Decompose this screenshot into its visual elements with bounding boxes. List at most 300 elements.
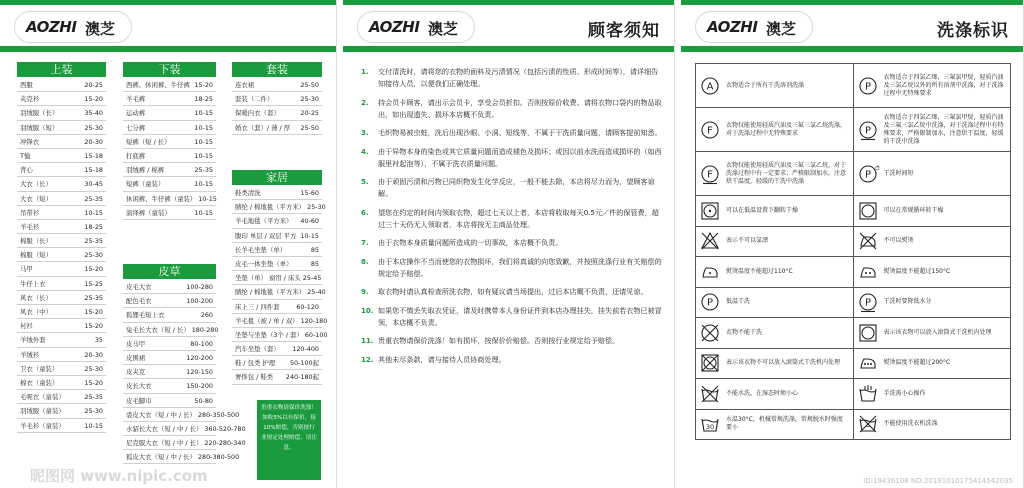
svg-text:P: P: [864, 81, 871, 92]
item-price: 25-35: [84, 293, 103, 302]
item-price: 20-25: [84, 81, 103, 89]
item-name: 腹印 单层 / 双层 平方: [235, 231, 297, 240]
item-name: 卫衣（童装）: [20, 364, 59, 373]
item-price: 120-150: [186, 368, 213, 377]
price-row: [123, 450, 240, 464]
item-price: 10-15: [198, 194, 217, 203]
item-name: 羊绒外套: [20, 336, 46, 345]
symbol-desc: 衣物仅能使用轻质汽油及三氟三氯乙烷，对于洗涤过程中有一定要求；严格限制加水，注意烘干温度，轻缓的干洗中洗涤: [726, 161, 847, 185]
item-name: 尼克服大衣（短 / 中 / 长）: [126, 439, 203, 448]
symbol-row: [696, 64, 1011, 108]
item-name: 坐垫与坐垫（3个 / 套）: [235, 330, 303, 339]
price-row: [232, 106, 322, 120]
item-price: 120-180: [300, 316, 328, 325]
price-row: [232, 271, 322, 285]
symbol-row: [696, 318, 1011, 349]
circle-p-icon: [858, 76, 878, 96]
symbol-cell: [854, 288, 1012, 319]
price-row: [232, 314, 328, 328]
item-price: 60-100: [304, 330, 328, 339]
symbol-cell: [696, 108, 854, 152]
item-name: 皮毛一体坐垫（单）: [235, 259, 293, 268]
item-price: 180-280: [191, 325, 219, 334]
symbol-cell: [854, 318, 1012, 349]
symbol-desc: 衣物适合于四氯乙烯，三氟氯甲烷，轻质汽油及三氯乙烷以外的所有溶剂中洗涤，对于洗涤过程中无特殊要求: [883, 73, 1004, 97]
price-row: [17, 192, 106, 206]
item-price: 85: [310, 259, 319, 268]
logo-zh: 澳芝: [428, 20, 459, 38]
section-title: 皮草: [123, 264, 216, 279]
symbol-desc: 不可以熨烫: [883, 237, 914, 245]
symbol-cell: [854, 379, 1012, 410]
item-name: 水貂长大衣（短 / 中 / 长）: [126, 424, 203, 433]
panel-header: [0, 0, 336, 54]
brand-logo: [357, 11, 475, 43]
price-row: [232, 200, 326, 214]
price-row: [123, 337, 216, 351]
symbol-cell: [696, 379, 854, 410]
price-row: [123, 351, 216, 365]
circle-p-water-icon: [858, 292, 878, 312]
price-row: [17, 220, 106, 234]
item-name: 皮围裙: [126, 353, 146, 362]
item-name: 衬衫: [20, 322, 33, 331]
svg-text:⏱: ⏱: [874, 164, 880, 172]
logo-zh: 澳芝: [85, 20, 116, 38]
symbol-cell: [696, 257, 854, 288]
price-row: [232, 229, 322, 243]
item-name: 腈纶 / 棉地毯（平方米）: [235, 288, 306, 297]
item-price: 18-25: [194, 95, 213, 104]
notice-text: 由于衣物本身质量问题所造成的一切事故，本店概不负责。: [378, 238, 563, 247]
item-price: 30-45: [84, 180, 103, 189]
item-price: 120-200: [186, 353, 213, 362]
price-row: [123, 294, 216, 308]
tumble-ok-icon: [858, 323, 878, 343]
no-bleach-icon: [700, 231, 720, 251]
item-price: 25-35: [194, 166, 213, 175]
item-name: 皮毛脚巾: [126, 396, 152, 405]
symbol-desc: 熨烫温度不能超过200°C: [883, 359, 951, 367]
notice-number: 12.: [361, 354, 374, 364]
item-price: 10-15: [84, 208, 103, 217]
symbol-cell: [854, 196, 1012, 227]
item-name: 夹克衫: [20, 95, 40, 104]
item-name: 套装（二件）: [235, 95, 274, 104]
item-name: 羽绒服（长）: [20, 109, 59, 118]
svg-text:A: A: [706, 81, 714, 92]
symbol-desc: 手洗需小心操作: [883, 389, 926, 397]
circle-a-icon: [700, 76, 720, 96]
price-row: [17, 149, 106, 163]
item-name: 大衣（短）: [20, 194, 52, 203]
item-name: 羊毛衫: [20, 222, 40, 231]
price-row: [232, 328, 328, 342]
item-price: 10-15: [84, 421, 103, 430]
brand-logo: [695, 11, 813, 43]
iron-200-icon: [858, 353, 878, 373]
price-row: [123, 163, 216, 177]
item-price: 15-18: [84, 166, 103, 175]
item-name: 运动裤: [126, 109, 146, 118]
symbol-cell: [854, 227, 1012, 258]
symbol-cell: [696, 196, 854, 227]
price-row: [17, 404, 106, 418]
item-price: 25-50: [300, 123, 319, 132]
item-name: 皮毛大衣: [126, 283, 152, 291]
notice-text: 交付清洗时，请将您的衣物的面料及污渍情况（包括污渍的性质、形成时间等），请详细告知接待人员，以便我们正确处理。: [378, 67, 659, 88]
price-row: [17, 206, 106, 220]
notice-number: 4.: [361, 146, 369, 156]
section-title: 家居: [232, 170, 322, 185]
price-row: [123, 192, 216, 206]
col-fur: [123, 264, 246, 464]
symbol-grid: [695, 63, 1011, 440]
price-row: [232, 370, 322, 384]
item-price: 20-30: [84, 350, 103, 359]
item-name: 床上三 / 四件套: [235, 302, 280, 311]
circle-p-short-icon: [858, 164, 878, 184]
notice-number: 7.: [361, 238, 369, 247]
price-row: [123, 206, 216, 220]
price-row: [123, 379, 216, 393]
logo-zh: 澳芝: [766, 20, 797, 38]
symbol-row: [696, 349, 1011, 380]
price-row: [232, 300, 322, 314]
panel-title: 顾客须知: [588, 21, 660, 41]
svg-text:F: F: [707, 125, 713, 136]
item-price: 18-25: [84, 222, 103, 231]
price-row: [17, 177, 106, 191]
wash-30-icon: [700, 414, 720, 434]
notice-text: 由于本店操作不当而使您的衣物损坏，我们将真诚的向您致歉，并按照洗涤行业有关赔偿的规定给予赔偿。: [378, 256, 662, 278]
notice-number: 2.: [361, 97, 369, 107]
price-row: [232, 92, 322, 106]
price-row: [123, 177, 216, 191]
price-row: [232, 356, 322, 370]
item-name: 大衣（长）: [20, 180, 52, 189]
item-name: 鞋类清洗: [235, 189, 261, 197]
item-name: 棉服（长）: [20, 237, 52, 246]
symbol-row: [696, 196, 1011, 227]
item-name: 汽车坐垫（套）: [235, 345, 280, 354]
item-price: 25-35: [84, 194, 103, 203]
item-price: 50-100起: [289, 359, 319, 368]
symbol-desc: 不能水洗，在湿态时须小心: [726, 389, 799, 397]
symbol-row: [696, 379, 1011, 410]
symbol-desc: 可以在低温设置下翻转干燥: [726, 206, 799, 214]
notice-item: [361, 97, 663, 121]
symbol-cell: [696, 64, 854, 108]
item-name: 婚衣（套）/ 薄 / 厚: [235, 123, 291, 132]
symbol-desc: 衣物不能干洗: [726, 328, 763, 336]
item-price: 150-200: [186, 382, 213, 391]
circle-f-underline-icon: [700, 164, 720, 184]
price-row: [17, 348, 106, 362]
price-row: [17, 390, 106, 404]
symbol-cell: [696, 288, 854, 319]
notice-number: 6.: [361, 207, 369, 217]
price-row: [17, 106, 106, 120]
item-price: 35-40: [84, 109, 103, 118]
symbol-cell: [854, 108, 1012, 152]
notice-text: 由于异物本身的染色或其它质量问题而造成褪色及损坏；或因以前水洗而造成损坏的（如西服里衬起泡等），不属于洗衣质量问题。: [378, 146, 662, 168]
notice-item: [361, 305, 663, 329]
price-row: [232, 285, 326, 299]
symbol-desc: 低温干洗: [726, 298, 751, 306]
item-name: 棉服（短）: [20, 251, 52, 260]
item-price: 50-80: [194, 396, 213, 405]
svg-text:P: P: [706, 297, 714, 309]
item-name: 打底裤: [126, 151, 146, 160]
item-name: 皮夹克: [126, 368, 146, 377]
item-name: 配色毛衣: [126, 297, 152, 306]
col-home: [232, 170, 328, 385]
valuables-note: 贵重衣物请保价洗涤！如收5%以有保价，接10%赔偿，否则按行业规定处理赔偿、请注意。: [257, 400, 321, 480]
svg-text:P: P: [864, 169, 871, 180]
item-price: 360-520-780: [204, 424, 246, 433]
item-price: 15-20: [84, 265, 103, 274]
item-name: 兔毛长大衣（短 / 长）: [126, 325, 190, 334]
price-row: [123, 436, 246, 450]
iron-150-icon: [858, 262, 878, 282]
item-price: 10-15: [194, 151, 213, 160]
symbol-desc: 不能使用洗衣机洗涤: [883, 420, 938, 428]
item-price: 20-25: [300, 109, 319, 118]
item-price: 100-200: [186, 297, 213, 306]
notice-item: [361, 66, 663, 90]
item-name: 保暖内衣（套）: [235, 109, 280, 118]
notice-text: 贵重衣物请保价洗涤！如有损坏，按保价价赔偿。否则按行业规定给予赔偿。: [378, 336, 620, 345]
panel-header: [681, 0, 1023, 54]
item-name: 羊毛衫（童装）: [20, 421, 65, 430]
price-row: [232, 342, 322, 356]
item-name: 连衣裙: [235, 81, 255, 89]
item-price: 15-60: [300, 189, 319, 197]
item-name: 长羊毛坐垫（单）: [235, 245, 287, 254]
notice-item: [361, 207, 663, 231]
item-price: 120-400: [292, 345, 319, 354]
price-row: [17, 376, 106, 390]
symbol-row: [696, 288, 1011, 319]
symbol-cell: [854, 64, 1012, 108]
item-price: 15-20: [194, 81, 213, 89]
price-row: [232, 121, 322, 135]
symbol-desc: 干洗时要降低水分: [883, 298, 932, 306]
symbol-cell: [854, 257, 1012, 288]
item-price: 25-45: [302, 274, 322, 283]
symbol-cell: [854, 152, 1012, 196]
notice-number: 5.: [361, 177, 369, 186]
notice-number: 10.: [361, 305, 374, 315]
watermark: 昵图网 www.nipic.com: [30, 467, 208, 485]
logo-en: AOZHI: [369, 18, 420, 36]
symbol-desc: 干洗时间短: [883, 169, 914, 177]
symbol-cell: [854, 410, 1012, 441]
item-name: 皮马甲: [126, 339, 146, 348]
item-price: 15-20: [84, 322, 103, 331]
notice-number: 3.: [361, 128, 369, 137]
price-row: [17, 262, 106, 276]
iron-110-icon: [700, 262, 720, 282]
price-row: [232, 214, 322, 228]
brand-logo: [14, 11, 132, 43]
item-price: 40-60: [300, 217, 319, 226]
svg-text:P: P: [864, 125, 871, 136]
watermark-id: ID:19436108 NO:20181010175414542035: [863, 477, 1013, 485]
item-name: 腈纶 / 棉地毯（平方米）: [235, 203, 306, 212]
care-symbols-panel: [681, 0, 1024, 488]
notice-item: [361, 286, 663, 298]
section-title: 下装: [123, 62, 216, 77]
item-price: 25-40: [307, 288, 326, 297]
item-price: 240-180起: [285, 373, 319, 382]
item-price: 15-20: [84, 378, 103, 387]
item-price: 25-30: [84, 407, 103, 416]
svg-text:30: 30: [705, 423, 715, 432]
notice-list: [361, 66, 663, 372]
price-row: [123, 149, 216, 163]
symbol-row: [696, 257, 1011, 288]
price-row: [17, 362, 106, 376]
notice-item: [361, 335, 663, 347]
symbol-desc: 衣物适合于四氯乙烯，三氟氯甲烷，轻质汽油及三氟三氯乙烷中洗涤，对于洗涤过程中有特殊要求，严格限制加水，注意烘干温度，轻缓的干洗中洗涤: [883, 113, 1004, 145]
symbol-cell: [854, 349, 1012, 380]
item-price: 10-15: [194, 109, 213, 118]
notice-item: [361, 146, 663, 170]
section-title: 上装: [17, 62, 106, 77]
price-row: [123, 135, 216, 149]
svg-text:P: P: [864, 297, 871, 309]
item-name: 毛呢衣（童装）: [20, 393, 65, 402]
item-price: 280-380-500: [197, 453, 240, 462]
notice-item: [361, 237, 663, 249]
price-row: [123, 78, 216, 92]
hand-wash-icon: [858, 384, 878, 404]
price-row: [17, 135, 106, 149]
price-row: [123, 394, 216, 408]
item-name: 短裤（童装）: [126, 180, 165, 189]
item-name: T恤: [20, 151, 31, 160]
notice-text: 毛织物易被虫蛀，洗后出现沙眼、小洞、短线等，不属于干洗质量问题，请顾客提前知悉。: [378, 128, 662, 137]
price-row: [17, 277, 106, 291]
item-name: 吊带衫: [20, 208, 40, 217]
notice-item: [361, 127, 663, 139]
price-row: [123, 422, 246, 436]
price-list-panel: [0, 0, 337, 488]
price-row: [17, 419, 106, 433]
item-price: 60-120: [296, 302, 319, 311]
item-price: 15-20: [84, 308, 103, 316]
no-dryclean-icon: [700, 323, 720, 343]
symbol-desc: 衣物适合于所有干洗溶剂洗涤: [726, 81, 805, 89]
item-name: 裘皮大衣（短 / 中 / 长）: [126, 410, 196, 419]
item-name: 羊毛地毯（平方米）: [235, 217, 293, 226]
notice-item: [361, 256, 663, 280]
tumble-dry-normal-icon: [858, 201, 878, 221]
price-row: [17, 333, 106, 347]
item-price: 100-280: [186, 283, 213, 291]
no-machine-wash-icon: [858, 414, 878, 434]
symbol-desc: 表示该衣物可以放入滚筒式干洗机内处理: [883, 328, 992, 336]
price-row: [17, 291, 106, 305]
item-name: 羊绒衫: [20, 350, 40, 359]
price-row: [123, 323, 219, 337]
price-row: [123, 121, 216, 135]
item-name: 羽绒裤 / 棉裤: [126, 166, 165, 175]
no-iron-icon: [858, 231, 878, 251]
price-row: [17, 234, 106, 248]
item-name: 羽绒服（短）: [20, 123, 59, 132]
item-price: 25-30: [84, 123, 103, 132]
item-price: 85: [310, 245, 319, 254]
symbol-cell: [696, 152, 854, 196]
symbol-cell: [696, 318, 854, 349]
price-row: [123, 280, 216, 294]
item-price: 10-15: [194, 137, 213, 146]
col-tops: [17, 62, 106, 433]
item-price: 20-30: [84, 137, 103, 146]
item-price: 260: [200, 311, 213, 320]
symbol-desc: 表示该衣物不可以放入滚筒式干洗机内处理: [726, 359, 841, 367]
symbol-desc: 衣物仅能使用轻质汽油及三氟三氯乙烷洗涤，对于洗涤过程中无特殊要求: [726, 121, 847, 137]
item-price: 10-15: [194, 123, 213, 132]
circle-f-icon: [700, 120, 720, 140]
symbol-row: [696, 410, 1011, 441]
item-price: 80-100: [190, 339, 213, 348]
price-row: [17, 319, 106, 333]
item-name: 鞋 / 包类 护理: [235, 359, 276, 368]
item-name: 奢侈包 / 鞋类: [235, 373, 274, 382]
notice-text: 如果您不慎丢失取衣凭证，请及时携带本人身份证件到本店办理挂失，挂失前若衣物已被冒领，本店概不负责。: [378, 305, 662, 327]
price-row: [17, 78, 106, 92]
item-price: 15-25: [84, 279, 103, 288]
item-name: 休闲裤、牛仔裤（童装）: [126, 194, 197, 203]
symbol-cell: [696, 227, 854, 258]
svg-text:F: F: [707, 169, 713, 180]
symbol-desc: 熨烫温度不能超过110°C: [726, 267, 793, 275]
item-price: 280-350-500: [197, 410, 240, 419]
notice-text: 其他未尽条款，请与接待人员协商处理。: [378, 354, 506, 364]
item-price: 25-30: [300, 95, 319, 104]
item-price: 10-15: [194, 180, 213, 189]
item-name: 狐狸毛短上衣: [126, 311, 165, 320]
price-row: [123, 106, 216, 120]
price-row: [17, 305, 106, 319]
price-row: [17, 121, 106, 135]
panel-title: 洗涤标识: [937, 21, 1009, 41]
price-row: [123, 92, 216, 106]
symbol-desc: 表示不可以氯漂: [726, 237, 769, 245]
item-name: 短裤（短 / 长）: [126, 137, 171, 146]
price-row: [232, 78, 322, 92]
price-row: [123, 308, 216, 322]
item-price: 25-30: [84, 251, 103, 260]
symbol-desc: 水温30°C，机械常规洗涤，常规脱水时强度要小: [726, 416, 843, 432]
no-wash-icon: [700, 384, 720, 404]
price-row: [232, 257, 322, 271]
circle-p-low-icon: [700, 292, 720, 312]
section-title: 套装: [232, 62, 322, 77]
item-name: 羊毛毯（被 / 单 / 双）: [235, 316, 299, 325]
item-price: 220-280-340: [204, 439, 246, 448]
price-row: [123, 365, 216, 379]
item-price: 10-15: [194, 208, 213, 217]
item-name: 羊毛裤: [126, 95, 146, 104]
symbol-cell: [696, 349, 854, 380]
item-name: 牛仔上衣: [20, 279, 46, 288]
item-name: 西裤、休闲裤、牛仔裤: [126, 81, 190, 89]
